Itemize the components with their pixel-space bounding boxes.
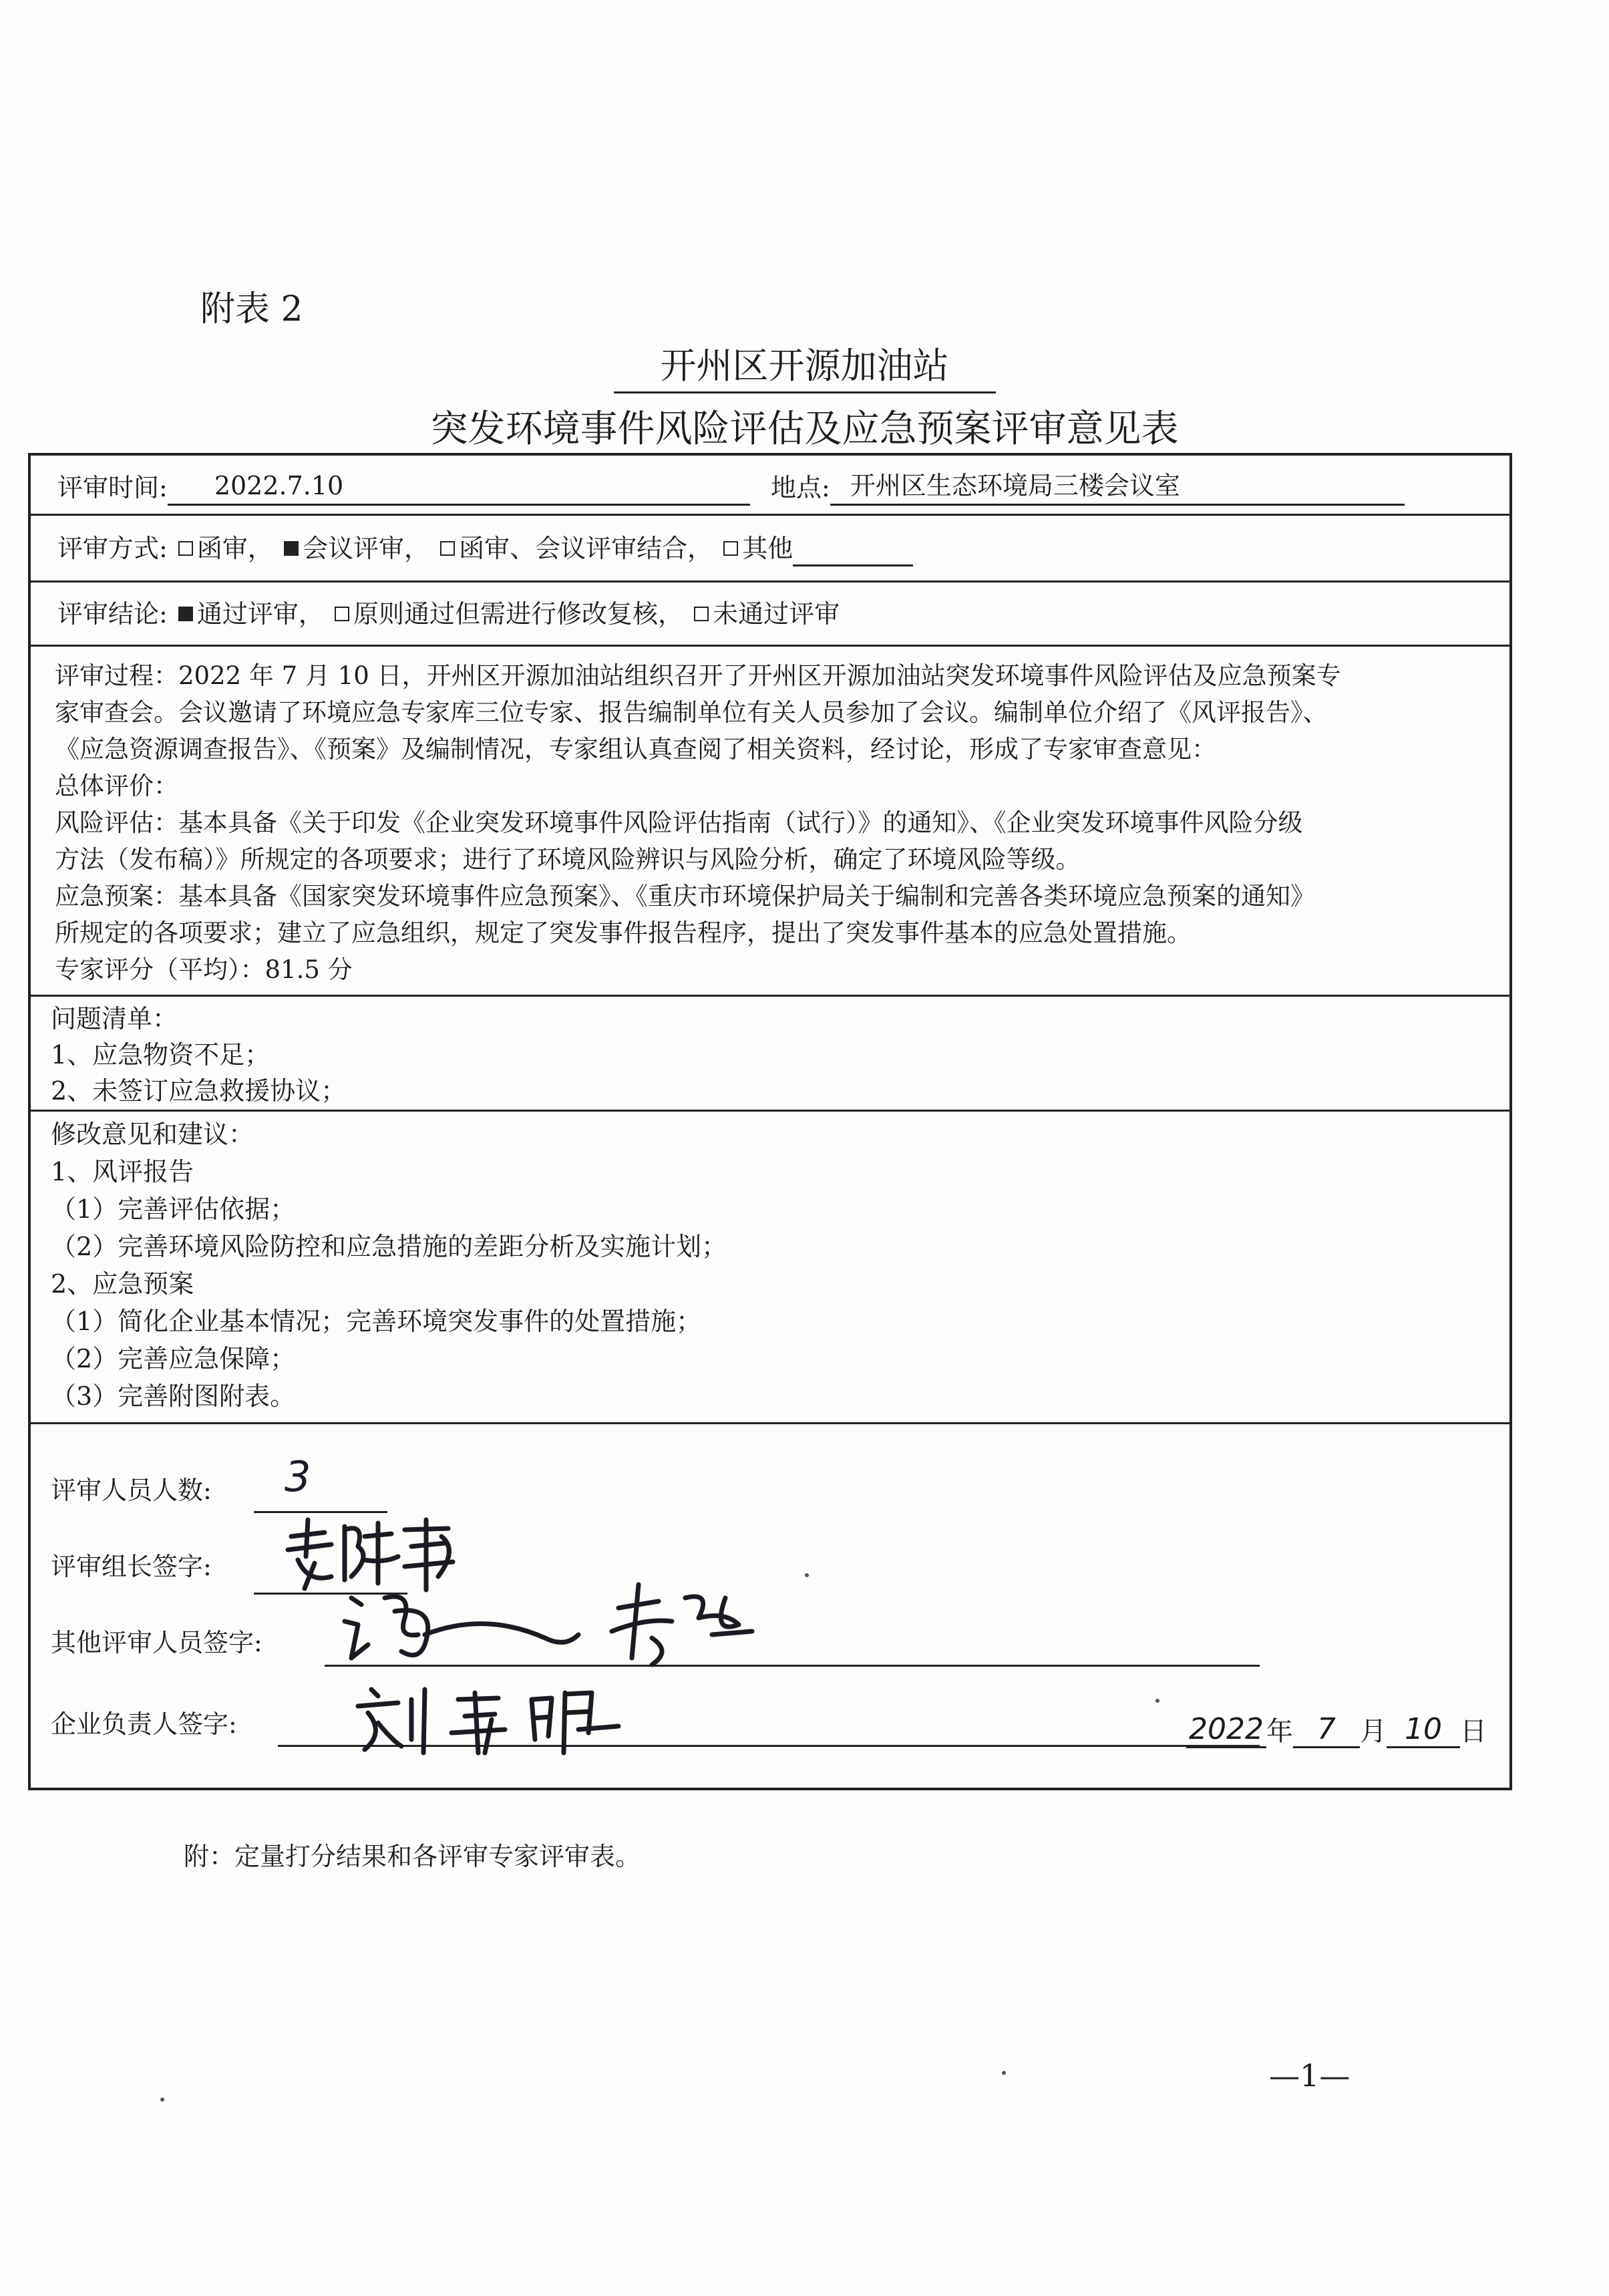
conclusion-pass-label: 通过评审， (196, 599, 324, 629)
issues-section (31, 997, 1509, 1112)
suggestion-line: （1）简化企业基本情况；完善环境突发事件的处置措施； (51, 1307, 702, 1336)
conclusion-pass-checkbox[interactable] (178, 607, 193, 621)
reviewer-count-value: 3 (285, 1452, 311, 1501)
method-other-checkbox[interactable] (723, 541, 738, 556)
suggestion-line: 1、风评报告 (51, 1157, 194, 1186)
date-day-suffix: 日 (1460, 1716, 1487, 1747)
conclusion-revise-label: 原则通过但需进行修改复核， (353, 599, 684, 629)
conclusion-fail-label: 未通过评审 (713, 599, 840, 629)
issues-line: 1、应急物资不足； (51, 1040, 271, 1070)
form-title: 突发环境事件风险评估及应急预案评审意见表 (430, 407, 1179, 451)
time-location-row (31, 456, 1509, 516)
review-time-label: 评审时间: (57, 473, 168, 502)
leader-signature-label: 评审组长签字: (51, 1552, 212, 1581)
conclusion-fail-checkbox[interactable] (694, 607, 709, 621)
suggestion-line: （2）完善环境风险防控和应急措施的差距分析及实施计划； (51, 1232, 727, 1261)
review-conclusion-label: 评审结论: (57, 599, 168, 629)
page-number: —1— (1269, 2058, 1351, 2094)
suggestions-section (31, 1112, 1509, 1424)
process-line: 风险评估：基本具备《关于印发《企业突发环境事件风险评估指南（试行）》的通知》、《企业突发环境事件风险分级 (55, 808, 1303, 837)
suggestions-text (51, 1116, 727, 1415)
appendix-label: 附表 2 (200, 289, 303, 329)
location-value: 开州区生态环境局三楼会议室 (830, 468, 1405, 506)
review-conclusion-row (31, 583, 1509, 647)
method-letter-checkbox[interactable] (178, 541, 193, 556)
date-year-suffix: 年 (1266, 1716, 1293, 1747)
review-form (28, 453, 1512, 1790)
date-month-suffix: 月 (1360, 1716, 1387, 1747)
process-line: 家审查会。会议邀请了环境应急专家库三位专家、报告编制单位有关人员参加了会议。编制单位介绍了《风评报告》、 (55, 698, 1328, 727)
review-time (57, 468, 750, 506)
process-line: 《应急资源调查报告》、《预案》及编制情况，专家组认真查阅了相关资料，经讨论，形成了专家审查意见： (55, 735, 1216, 764)
conclusion-revise-checkbox[interactable] (335, 607, 349, 621)
method-meeting-checkbox[interactable] (284, 541, 299, 556)
station-name: 开州区开源加油站 (614, 337, 996, 393)
issues-line: 2、未签订应急救援协议； (51, 1076, 347, 1106)
other-reviewers-signature (338, 1571, 779, 1671)
method-combined-checkbox[interactable] (440, 541, 455, 556)
date-year: 2022 (1186, 1712, 1266, 1748)
method-other-blank (793, 538, 913, 566)
issues-line: 问题清单： (51, 1004, 178, 1033)
suggestion-line: 修改意见和建议： (51, 1120, 254, 1149)
process-line: 方法（发布稿）》所规定的各项要求；进行了环境风险辨识与风险分析，确定了环境风险等级。 (55, 845, 1081, 874)
other-reviewers-label: 其他评审人员签字: (51, 1628, 262, 1657)
footnote: 附：定量打分结果和各评审专家评审表。 (184, 1842, 641, 1871)
process-line: 所规定的各项要求；建立了应急组织，规定了突发事件报告程序，提出了突发事件基本的应急处置措施。 (55, 919, 1192, 947)
review-time-value: 2022.7.10 (168, 468, 750, 506)
signature-date (1186, 1710, 1520, 1748)
process-line: 总体评价： (55, 772, 178, 800)
review-process-section (31, 647, 1509, 997)
issues-text (51, 1001, 346, 1109)
suggestion-line: （2）完善应急保障； (51, 1344, 296, 1373)
suggestion-line: （1）完善评估依据； (51, 1194, 296, 1224)
method-meeting-label: 会议评审， (303, 534, 430, 563)
signature-section (31, 1424, 1509, 1788)
review-method-row (31, 516, 1509, 583)
method-other-label: 其他 (742, 534, 793, 563)
suggestion-line: 2、应急预案 (51, 1269, 194, 1299)
enterprise-signature-label: 企业负责人签字: (51, 1709, 237, 1739)
enterprise-signature (351, 1679, 632, 1760)
date-month: 7 (1293, 1712, 1360, 1748)
suggestion-line: （3）完善附图附表。 (51, 1381, 296, 1411)
station-title (0, 337, 1609, 393)
method-combined-label: 函审、会议评审结合， (459, 534, 713, 563)
location (771, 468, 1405, 506)
location-label: 地点: (771, 473, 830, 502)
process-line: 评审过程：2022 年 7 月 10 日，开州区开源加油站组织召开了开州区开源加油站突发环境事件风险评估及应急预案专 (55, 661, 1341, 690)
process-line: 应急预案：基本具备《国家突发环境事件应急预案》、《重庆市环境保护局关于编制和完善各类环境应急预案的通知》 (55, 882, 1315, 911)
process-text (55, 657, 1341, 988)
date-day: 10 (1387, 1712, 1460, 1748)
reviewer-count-label: 评审人员人数: (51, 1476, 212, 1505)
method-letter-label: 函审， (196, 534, 273, 563)
process-line: 专家评分（平均）：81.5 分 (55, 955, 353, 984)
review-method-label: 评审方式: (57, 534, 168, 563)
